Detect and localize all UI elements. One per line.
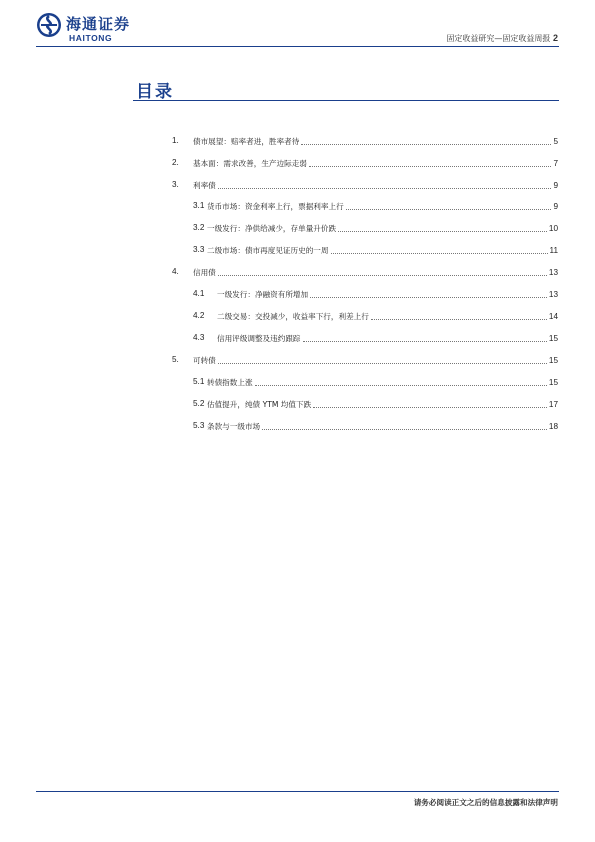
report-header-title bbox=[446, 33, 558, 44]
toc-entry[interactable] bbox=[0, 134, 595, 148]
toc-entry-number: 3.3 bbox=[193, 245, 205, 254]
toc-entry-title: 估值提升，纯债 YTM 均值下跌 bbox=[207, 400, 312, 409]
toc-heading: 目录 bbox=[136, 82, 174, 102]
toc-entry-title: 基本面：需求改善，生产边际走弱 bbox=[193, 159, 307, 168]
toc-entry[interactable] bbox=[0, 221, 595, 235]
toc-entry-title: 一级发行：净供给减少，存单量升价跌 bbox=[207, 224, 337, 233]
header-divider bbox=[36, 46, 559, 47]
toc-entry-page: 15 bbox=[548, 334, 558, 343]
toc-entry-number: 4.2 bbox=[193, 311, 205, 320]
toc-entry-line bbox=[193, 353, 558, 366]
toc-entry[interactable] bbox=[0, 243, 595, 257]
toc-entry-number: 4.1 bbox=[193, 289, 205, 298]
toc-entry-line bbox=[207, 419, 558, 432]
toc-entry-leader bbox=[301, 144, 551, 145]
toc-entry-line bbox=[207, 375, 558, 388]
toc-entry-line bbox=[193, 178, 558, 191]
toc-entry-title: 信用评级调整及违约跟踪 bbox=[217, 334, 301, 343]
toc-entry-number: 4.3 bbox=[193, 333, 205, 342]
toc-entry-title: 信用债 bbox=[193, 268, 216, 277]
toc-entry-leader bbox=[331, 253, 548, 254]
toc-entry-title: 二级交易：交投减少，收益率下行，利差上行 bbox=[217, 312, 369, 321]
toc-entry-page: 14 bbox=[548, 312, 558, 321]
header-page-number: 2 bbox=[552, 33, 558, 43]
toc-entry[interactable] bbox=[0, 199, 595, 213]
toc-entry-page: 7 bbox=[553, 159, 558, 168]
toc-entry[interactable] bbox=[0, 331, 595, 345]
toc-entry-line bbox=[217, 331, 558, 344]
footer-divider bbox=[36, 791, 559, 792]
logo-chinese-name: 海通证券 bbox=[66, 15, 131, 33]
toc-entry[interactable] bbox=[0, 287, 595, 301]
toc-entry-number: 5.3 bbox=[193, 421, 205, 430]
toc-entry-page: 13 bbox=[548, 290, 558, 299]
toc-entry[interactable] bbox=[0, 375, 595, 389]
toc-entry-number: 5.1 bbox=[193, 377, 205, 386]
toc-entry-number: 5.2 bbox=[193, 399, 205, 408]
toc-entry-number: 3.1 bbox=[193, 201, 205, 210]
toc-entry-leader bbox=[313, 407, 547, 408]
toc-entry-line bbox=[193, 156, 558, 169]
toc-entry-title: 债市展望：赔率者进，胜率者待 bbox=[193, 137, 300, 146]
toc-entry-line bbox=[217, 287, 558, 300]
toc-entry-number: 4. bbox=[172, 267, 179, 276]
toc-entry-title: 条款与一级市场 bbox=[207, 422, 261, 431]
toc-entry-title: 一级发行：净融资有所增加 bbox=[217, 290, 309, 299]
toc-entry-page: 17 bbox=[548, 400, 558, 409]
toc-entry-page: 18 bbox=[548, 422, 558, 431]
toc-entry-page: 9 bbox=[553, 181, 558, 190]
report-series-title: 固定收益研究—固定收益周报 bbox=[446, 34, 551, 43]
toc-entry[interactable] bbox=[0, 265, 595, 279]
toc-entry-page: 11 bbox=[549, 246, 558, 255]
toc-entry-title: 利率债 bbox=[193, 181, 216, 190]
footer-disclaimer: 请务必阅读正文之后的信息披露和法律声明 bbox=[413, 798, 558, 807]
toc-entry-number: 2. bbox=[172, 158, 179, 167]
toc-entry-leader bbox=[262, 429, 547, 430]
toc-entry-leader bbox=[218, 363, 547, 364]
toc-entry-page: 10 bbox=[548, 224, 558, 233]
toc-entry-leader bbox=[338, 231, 547, 232]
toc-entry-line bbox=[193, 134, 558, 147]
haitong-logo bbox=[36, 12, 156, 48]
toc-entry-number: 1. bbox=[172, 136, 179, 145]
toc-entry-leader bbox=[303, 341, 547, 342]
toc-entry-leader bbox=[371, 319, 547, 320]
toc-entry-line bbox=[207, 221, 558, 234]
toc-entry-title: 货币市场：资金利率上行，票据利率上行 bbox=[207, 202, 344, 211]
toc-entry-line bbox=[207, 243, 558, 256]
toc-entry-title: 二级市场：债市再度见证历史的一周 bbox=[207, 246, 329, 255]
toc-entry-number: 5. bbox=[172, 355, 179, 364]
toc-entry-line bbox=[207, 397, 558, 410]
toc-entry-line bbox=[207, 199, 558, 212]
logo-english-name: HAITONG bbox=[69, 33, 113, 43]
toc-entry-leader bbox=[309, 166, 552, 167]
toc-entry-title: 转债指数上涨 bbox=[207, 378, 253, 387]
haitong-emblem-icon bbox=[36, 12, 62, 38]
toc-heading-divider bbox=[133, 100, 559, 101]
toc-entry-page: 5 bbox=[553, 137, 558, 146]
toc-entry[interactable] bbox=[0, 419, 595, 433]
toc-entry-number: 3.2 bbox=[193, 223, 205, 232]
toc-entry-page: 13 bbox=[548, 268, 558, 277]
toc-entry-line bbox=[217, 309, 558, 322]
toc-entry[interactable] bbox=[0, 178, 595, 192]
toc-entry-leader bbox=[255, 385, 547, 386]
toc-entry-leader bbox=[346, 209, 552, 210]
toc-entry-page: 15 bbox=[548, 378, 558, 387]
toc-entry-page: 15 bbox=[548, 356, 558, 365]
toc-entry[interactable] bbox=[0, 397, 595, 411]
toc-entry-number: 3. bbox=[172, 180, 179, 189]
toc-entry-leader bbox=[310, 297, 547, 298]
toc-entry[interactable] bbox=[0, 309, 595, 323]
toc-entry-leader bbox=[218, 275, 547, 276]
toc-entry[interactable] bbox=[0, 353, 595, 367]
toc-entry[interactable] bbox=[0, 156, 595, 170]
toc-entry-page: 9 bbox=[553, 202, 558, 211]
toc-entry-title: 可转债 bbox=[193, 356, 216, 365]
toc-entry-leader bbox=[218, 188, 552, 189]
toc-entry-line bbox=[193, 265, 558, 278]
